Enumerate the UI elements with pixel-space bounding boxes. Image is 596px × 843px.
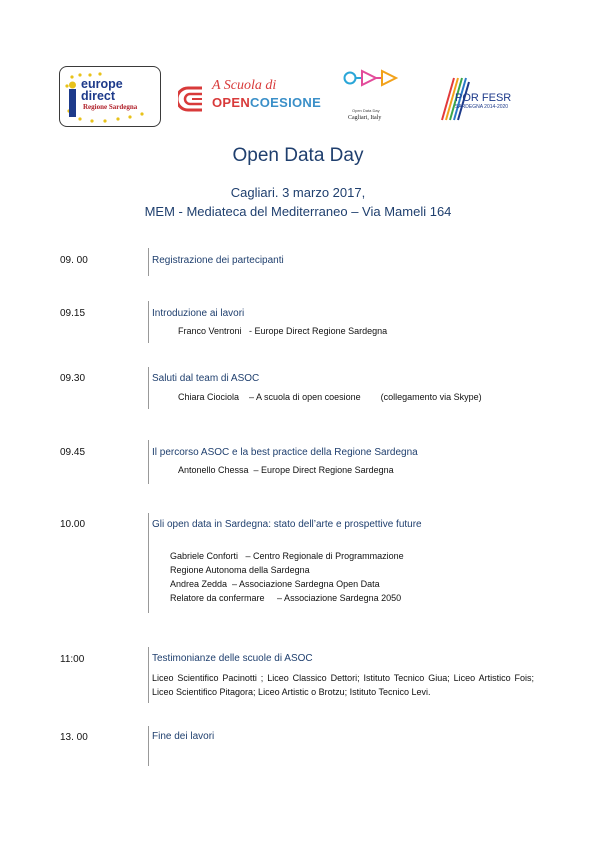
agenda-time: 09.30 (60, 373, 86, 384)
europe-direct-line1: europe (81, 77, 123, 91)
agenda-speaker: Franco Ventroni - Europe Direct Regione Sardegna (178, 326, 388, 336)
agenda-speaker: Regione Autonoma della Sardegna (170, 565, 310, 575)
agenda-divider (148, 367, 149, 409)
asoc-mark-icon (178, 82, 208, 116)
open-data-day-icon (340, 66, 405, 106)
agenda-title: Fine dei lavori (152, 731, 215, 742)
agenda-speaker: Antonello Chessa – Europe Direct Regione Sardegna (178, 465, 394, 475)
agenda-divider (148, 647, 149, 703)
agenda-title: Saluti dal team di ASOC (152, 373, 260, 384)
agenda-speaker: Gabriele Conforti – Centro Regionale di Programmazione (170, 551, 404, 561)
agenda-title: Il percorso ASOC e la best practice della Regione Sardegna (152, 447, 418, 458)
agenda-speaker: Relatore da confermare – Associazione Sardegna 2050 (170, 593, 402, 603)
open-data-day-line1: Open Data Day (352, 108, 380, 113)
agenda-time: 11:00 (60, 654, 85, 665)
agenda-time: 10.00 (60, 519, 86, 530)
open-data-day-line2: Cagliari, Italy (348, 115, 382, 121)
agenda-time: 09. 00 (60, 255, 88, 266)
agenda-title: Testimonianze delle scuole di ASOC (152, 653, 313, 664)
agenda-divider (148, 440, 149, 484)
por-fesr-line1: POR FESR (455, 92, 512, 104)
agenda-time: 13. 00 (60, 732, 88, 743)
agenda-speaker: Chiara Ciociola – A scuola di open coesione (collegamento via Skype) (178, 392, 482, 402)
agenda-divider (148, 513, 149, 613)
por-fesr-line2: SARDEGNA 2014-2020 (455, 104, 509, 110)
event-date: Cagliari. 3 marzo 2017, (230, 185, 366, 200)
asoc-line2-a: OPEN (212, 95, 251, 110)
europe-direct-line3: Regione Sardegna (83, 103, 138, 111)
agenda-divider (148, 248, 149, 276)
agenda-divider (148, 726, 149, 766)
event-venue: MEM - Mediateca del Mediterraneo – Via Mameli 164 (144, 204, 452, 219)
agenda-title: Introduzione ai lavori (152, 308, 245, 319)
por-fesr-logo (440, 72, 520, 124)
asoc-line2-b: COESIONE (250, 95, 322, 110)
agenda-divider (148, 301, 149, 343)
agenda-title: Gli open data in Sardegna: stato dell’arte e prospettive future (152, 519, 422, 530)
page-title: Open Data Day (232, 145, 364, 166)
asoc-line1: A Scuola di (212, 78, 277, 93)
agenda-time: 09.45 (60, 447, 86, 458)
asoc-line2 (212, 95, 321, 110)
agenda-time: 09.15 (60, 308, 86, 319)
open-data-day-logo (340, 66, 405, 126)
europe-direct-line2: direct (81, 89, 116, 103)
europe-direct-logo (59, 66, 161, 127)
agenda-title: Registrazione dei partecipanti (152, 255, 284, 266)
agenda-speaker: Andrea Zedda – Associazione Sardegna Open Data (170, 579, 380, 589)
agenda-schools: Liceo Scientifico Pacinotti ; Liceo Classico Dettori; Istituto Tecnico Giua; Liceo Artistico Fois; Liceo Scientifico Pitagora; Liceo Artistic o Brotzu; Istituto Tecnico Levi. (152, 673, 534, 697)
asoc-logo (178, 78, 322, 116)
